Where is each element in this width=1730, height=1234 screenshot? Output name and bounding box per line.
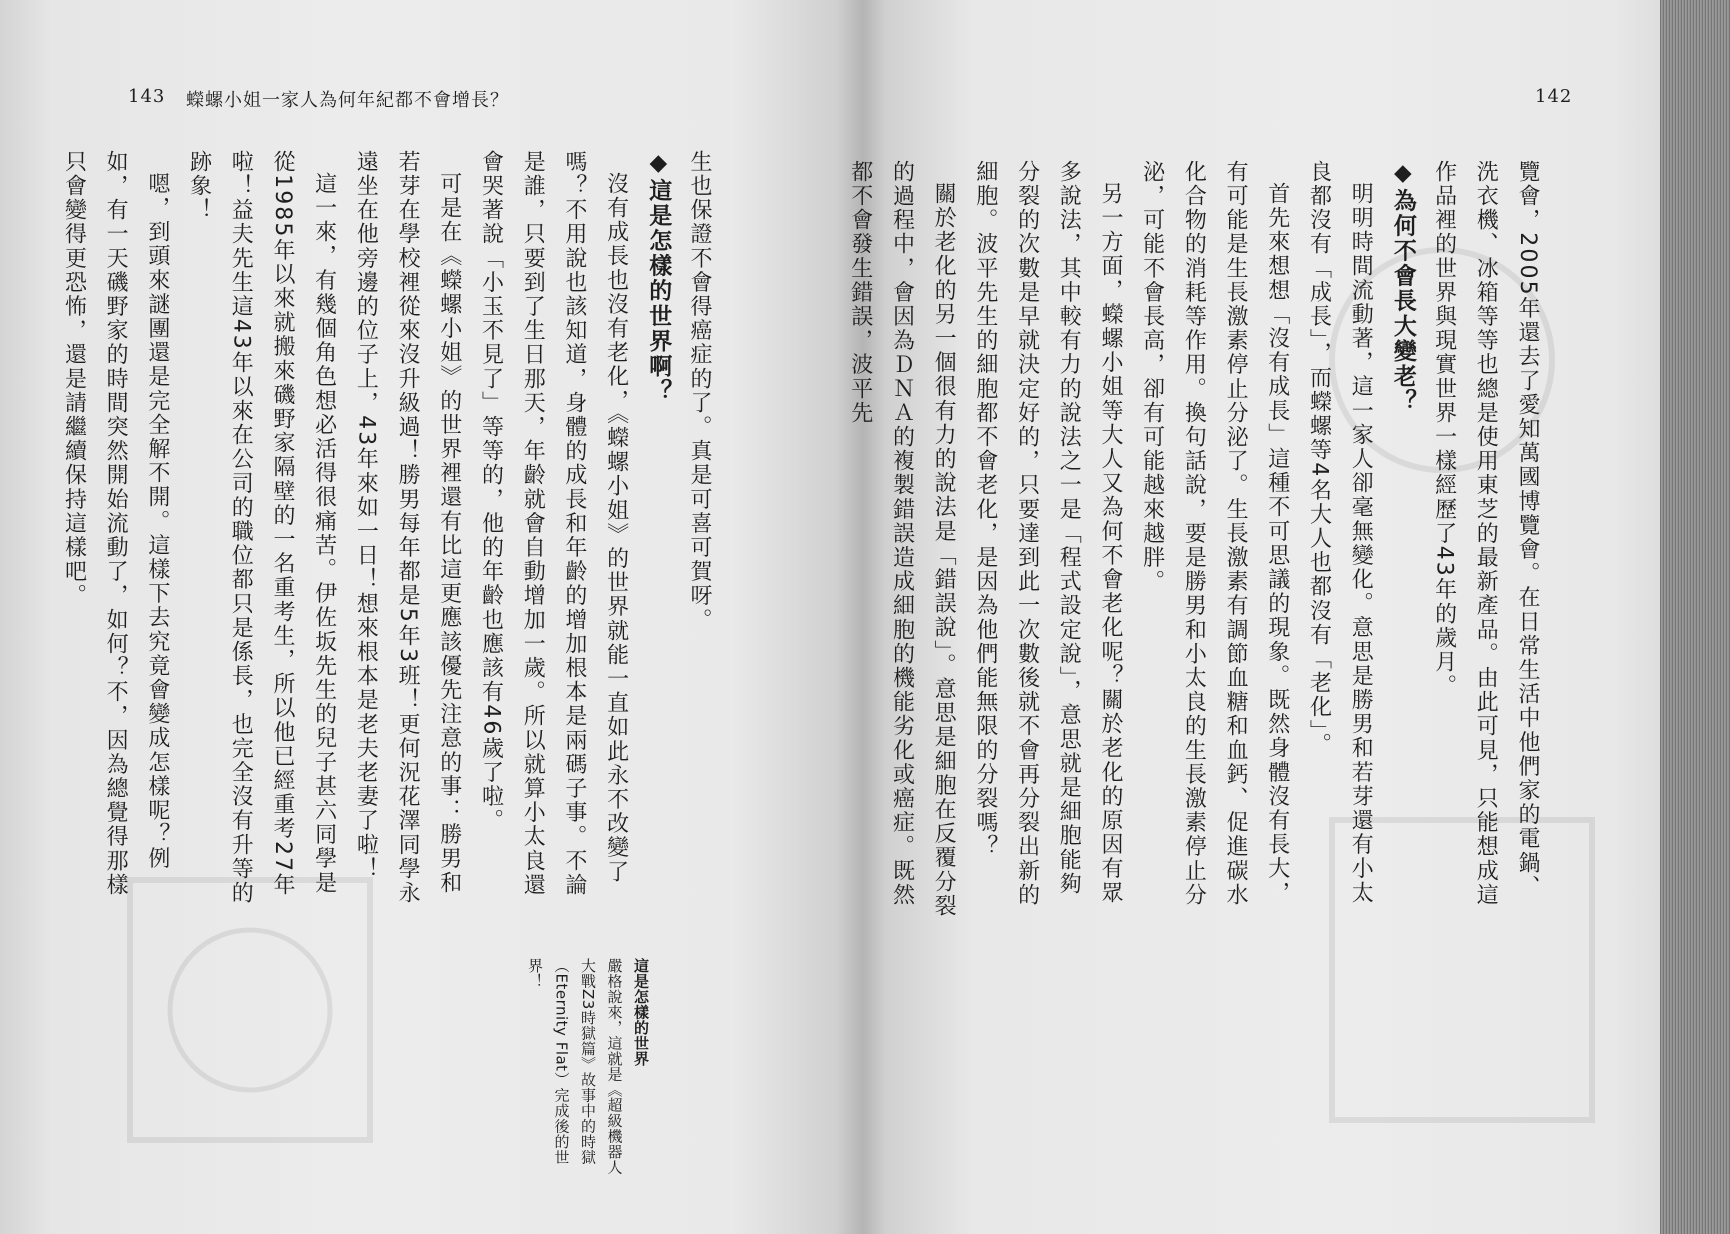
sidenote-title: 這是怎樣的世界 (632, 958, 650, 1067)
sidenote (526, 958, 654, 1186)
paragraph: 首先來想想「沒有成長」這種不可思議的現象。既然身體沒有長大，有可能是生長激素停止分泌了。生長激素有調節血糖和血鈣、促進碳水化合物的消耗等作用。換句話說，要是勝男和小太良的生長激素停止分泌，可能不會長高，卻有可能越來越胖。 (1139, 160, 1290, 908)
paragraph: 明明時間流動著，這一家人卻毫無變化。意思是勝男和若芽還有小太良都沒有「成長」，而蠑螺等4名大人也都沒有「老化」。 (1306, 160, 1374, 905)
left-page-number: 143 (128, 86, 166, 107)
paragraph: 關於老化的另一個很有力的說法是「錯誤說」。意思是細胞在反覆分裂的過程中，會因為ＤＮＡ的複製錯誤造成細胞的機能劣化或癌症。既然都不會發生錯誤，波平先 (847, 160, 957, 919)
paragraph: 嗯，到頭來謎團還是完全解不開。這樣下去究竟會變成怎樣呢？例如，有一天磯野家的時間突然開始流動了，如何？不，因為總覺得那樣只會變得更恐怖，還是請繼續保持這樣吧。 (61, 150, 170, 898)
page-edge-stack (1660, 0, 1730, 1234)
paragraph: 覽會，2005年還去了愛知萬國博覽會。在日常生活中他們家的電鍋、洗衣機、冰箱等等也總是使用東芝的最新產品。由此可見，只能想成這作品裡的世界與現實世界一樣經歷了43年的歲月。 (1431, 160, 1540, 908)
paragraph: 可是在《蠑螺小姐》的世界裡還有比這更應該優先注意的事：勝男和若芽在學校裡從來沒升級過！勝男每年都是5年3班！更何況花澤同學永遠坐在他旁邊的位子上，43年來如一日！想來根本是老夫老妻了啦！ (353, 150, 462, 906)
right-page-body (847, 160, 1548, 920)
section-heading: ◆為何不會長大變老？ (1389, 160, 1416, 414)
running-title: 蠑螺小姐一家人為何年紀都不會增長？ (186, 90, 509, 111)
paragraph: 生也保證不會得癌症的了。真是可喜可賀呀。 (687, 150, 712, 632)
paragraph: 另一方面，蠑螺小姐等大人又為何不會老化呢？關於老化的原因有眾多說法，其中較有力的說法之一是「程式設定說」，意思就是細胞能夠分裂的次數是早就決定好的，只要達到此一次數後就不會再分裂出新的細胞。波平先生的細胞都不會老化，是因為他們能無限的分裂嗎？ (972, 160, 1123, 908)
left-page-body (61, 150, 720, 910)
paragraph: 沒有成長也沒有老化，《蠑螺小姐》的世界就能一直如此永不改變了嗎？不用說也該知道，身體的成長和年齡的增加根本是兩碼子事。不論是誰，只要到了生日那天，年齡就會自動增加一歲。所以就算小太良還會哭著說「小玉不見了」等等的，他的年齡也應該有46歲了啦。 (478, 150, 629, 898)
right-page-number: 142 (1535, 86, 1573, 107)
sidenote-text: 嚴格說來，這就是《超級機器人大戰Z3時獄篇》故事中的時獄（Eternity Flat）完成後的世界！ (526, 958, 624, 1175)
paragraph: 這一來，有幾個角色想必活得很痛苦。伊佐坂先生的兒子甚六同學是從1985年以來就搬來磯野家隔壁的一名重考生，所以他已經重考27年啦！益夫先生這43年以來在公司的職位都只是係長，也完全沒有升等的跡象！ (186, 150, 337, 906)
section-heading: ◆這是怎樣的世界啊？ (645, 150, 672, 404)
